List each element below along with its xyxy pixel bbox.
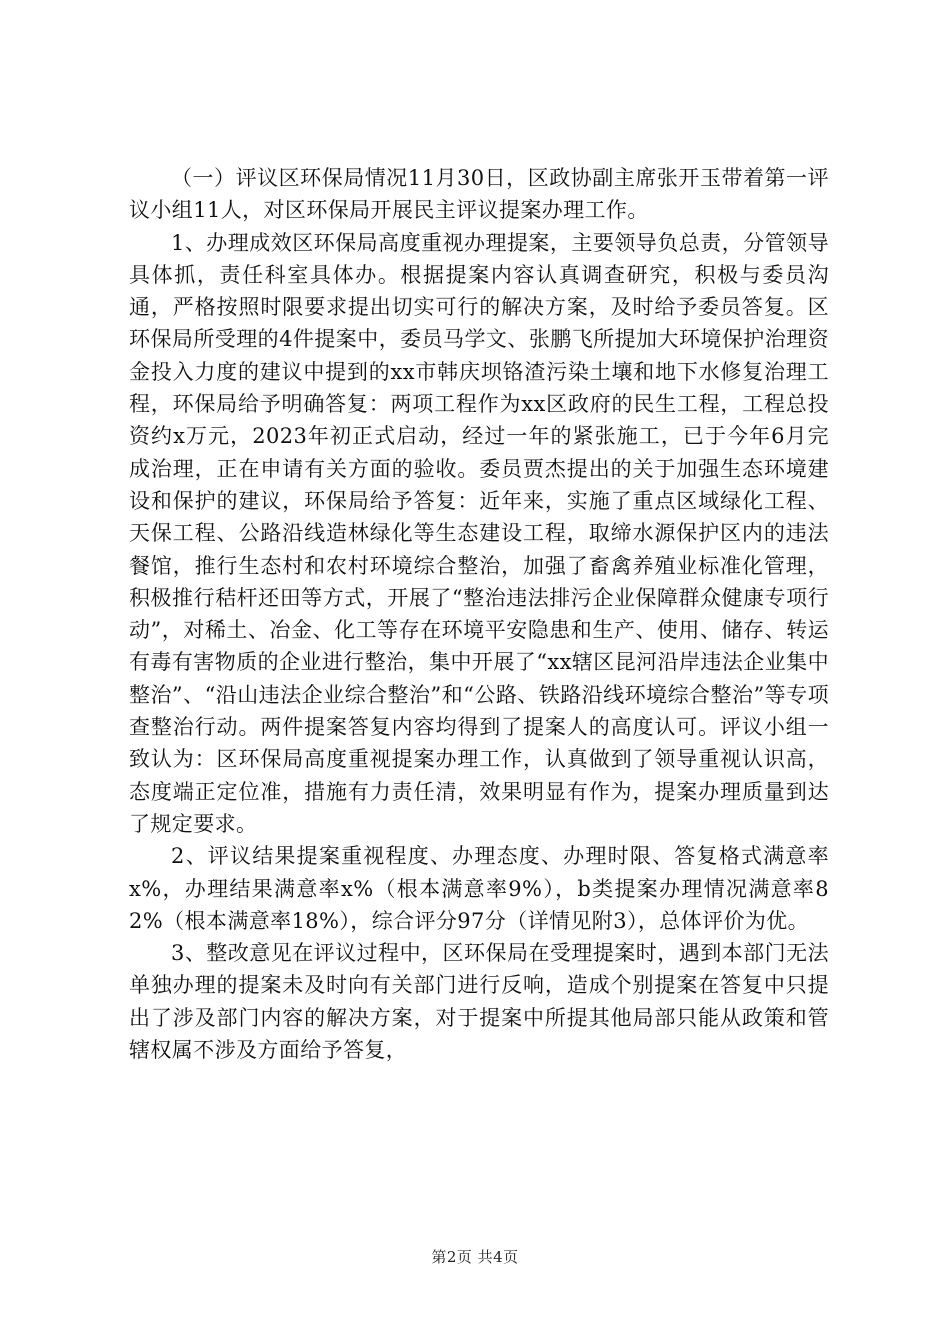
document-body <box>129 162 829 1066</box>
page-footer: 第2页 共4页 <box>431 1248 519 1266</box>
paragraph-evaluation: 2、评议结果提案重视程度、办理态度、办理时限、答复格式满意率x%，办理结果满意率x%（根本满意率9%），b类提案办理情况满意率82%（根本满意率18%），综合评分97分（详情见附3），总体评价为优。 <box>129 844 829 933</box>
paragraph-section-1: （一）评议区环保局情况11月30日，区政协副主席张开玉带着第一评议小组11人，对区环保局开展民主评议提案办理工作。 <box>129 166 829 223</box>
paragraph-rectification: 3、整改意见在评议过程中，区环保局在受理提案时，遇到本部门无法单独办理的提案未及时向有关部门进行反响，造成个别提案在答复中只提出了涉及部门内容的解决方案，对于提案中所提其他局部只能从政策和管辖权属不涉及方面给予答复， <box>129 941 829 1063</box>
paragraph-results: 1、办理成效区环保局高度重视办理提案，主要领导负总责，分管领导具体抓，责任科室具体办。根据提案内容认真调查研究，积极与委员沟通，严格按照时限要求提出切实可行的解决方案，及时给予委员答复。区环保局所受理的4件提案中，委员马学文、张鹏飞所提加大环境保护治理资金投入力度的建议中提到的xx市韩庆坝铬渣污染土壤和地下水修复治理工程，环保局给予明确答复：两项工程作为xx区政府的民生工程，工程总投资约x万元，2023年初正式启动，经过一年的紧张施工，已于今年6月完成治理，正在申请有关方面的验收。委员贾杰提出的关于加强生态环境建设和保护的建议，环保局给予答复：近年来，实施了重点区域绿化工程、天保工程、公路沿线造林绿化等生态建设工程，取缔水源保护区内的违法餐馆，推行生态村和农村环境综合整治，加强了畜禽养殖业标准化管理，积极推行秸杆还田等方式，开展了“整治违法排污企业保障群众健康专项行动”，对稀土、冶金、化工等存在环境平安隐患和生产、使用、储存、转运有毒有害物质的企业进行整治，集中开展了“xx辖区昆河沿岸违法企业集中整治”、“沿山违法企业综合整治”和“公路、铁路沿线环境综合整治”等专项查整治行动。两件提案答复内容均得到了提案人的高度认可。评议小组一致认为：区环保局高度重视提案办理工作，认真做到了领导重视认识高，态度端正定位准，措施有力责任清，效果明显有作为，提案办理质量到达了规定要求。 <box>129 230 829 836</box>
